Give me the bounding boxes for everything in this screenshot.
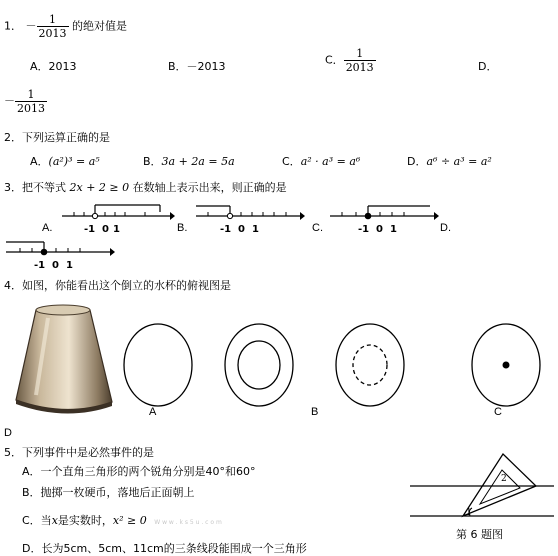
q5-option-c[interactable] [22,512,222,528]
figure-6-angle-2-label: 2 [501,474,507,484]
q1-option-d-num: 1 [27,88,35,101]
q1-option-b[interactable]: B．－2013 [168,60,226,73]
number-line-b [194,200,306,240]
q3-d-tick-0: 0 [52,260,59,271]
q1-option-d-label[interactable]: D． [478,60,498,73]
number-line-c [328,200,440,240]
q4-stem: 4．如图，你能看出这个倒立的水杯的俯视图是 [4,279,231,292]
q3-option-a-label[interactable]: A. [42,222,53,234]
number-line-a [60,200,175,240]
q2-option-b-label: B． [143,155,162,168]
q5-option-a[interactable]: A．一个直角三角形的两个锐角分别是40°和60° [22,465,256,478]
q3-a-tick-1: 1 [113,224,120,235]
figure-6-angle-1-label: 1 [466,508,472,518]
q2-option-d-label: D． [407,155,427,168]
q5-option-c-start: C．当 [22,514,52,527]
view-option-c-dashed[interactable] [334,322,406,408]
q1-minus: － [25,19,37,33]
q1-option-d [4,88,47,115]
q2-option-c-expr: a² · a³ = a⁶ [300,155,361,168]
q1-frac-num: 1 [49,13,56,26]
q2-option-d[interactable] [407,153,492,169]
q2-option-a[interactable] [30,153,100,169]
q3-stem-start: 3．把不等式 [4,181,70,194]
q3-b-tick-minus1: -1 [220,224,232,235]
q3-option-c-label[interactable]: C. [312,222,323,234]
q2-option-b[interactable] [143,153,235,169]
figure-6-caption: 第 6 题图 [456,528,503,541]
q1-fraction [37,13,69,40]
q3-stem-expr: 2x + 2 ≥ 0 [69,181,130,194]
q3-c-tick-minus1: -1 [358,224,370,235]
q5-stem: 5．下列事件中是必然事件的是 [4,446,154,459]
q5-option-c-x: x [51,514,58,527]
watermark-text: W w w . k s 5 u . c o m [154,519,222,526]
q4-option-b-label[interactable]: B [311,406,319,418]
q3-option-b-label[interactable]: B. [177,222,188,234]
view-option-b[interactable] [223,322,295,408]
q1-option-c-num: 1 [356,47,364,60]
q4-option-a-label[interactable]: A [149,406,157,418]
view-option-d-dot[interactable] [470,322,542,408]
q3-c-tick-1: 1 [390,224,397,235]
q1-stem [4,13,127,40]
q4-option-d-label[interactable]: D [4,427,12,439]
q3-b-tick-1: 1 [252,224,259,235]
inverted-cup-image [8,300,118,420]
figure-6-triangle-diagram [408,450,556,520]
q3-option-d-label[interactable]: D. [440,222,451,234]
q3-d-tick-1: 1 [66,260,73,271]
q5-option-c-mid: 是实数时， [57,514,113,527]
q2-option-a-expr: (a²)³ = a⁵ [48,155,100,168]
q2-option-b-expr: 3a + 2a = 5a [161,155,235,168]
q1-number: 1． [4,19,22,33]
q3-stem [4,179,287,195]
q1-option-d-minus: － [4,94,15,108]
q1-option-d-fraction [15,88,47,115]
view-option-a[interactable] [122,322,194,408]
q1-option-c-den: 2013 [345,61,374,74]
q2-option-d-expr: a⁶ ÷ a³ = a² [426,155,492,168]
q3-stem-end: 在数轴上表示出来，则正确的是 [129,181,287,194]
q5-option-b[interactable]: B．抛掷一枚硬币，落地后正面朝上 [22,486,195,499]
q5-option-c-expr: x² ≥ 0 [112,514,147,527]
q3-b-tick-0: 0 [238,224,245,235]
q3-d-tick-minus1: -1 [34,260,46,271]
q2-option-c-label: C． [282,155,301,168]
q2-option-a-label: A． [30,155,49,168]
q3-a-tick-0: 0 [102,224,109,235]
q1-frac-den: 2013 [38,27,67,40]
q2-stem: 2．下列运算正确的是 [4,131,110,144]
q3-a-tick-minus1: -1 [84,224,96,235]
q1-option-c-label: C． [325,53,344,67]
number-line-d [4,236,116,276]
q5-option-d[interactable]: D．长为5cm、5cm、11cm的三条线段能围成一个三角形 [22,542,307,555]
q4-option-c-label[interactable]: C [494,406,502,418]
q1-option-c-fraction [344,47,376,74]
q1-option-d-den: 2013 [17,102,45,115]
q2-option-c[interactable] [282,153,360,169]
q3-c-tick-0: 0 [376,224,383,235]
q1-option-a[interactable]: A．2013 [30,60,77,73]
q1-option-c[interactable] [325,47,376,74]
q1-stem-text: 的绝对值是 [72,19,127,33]
